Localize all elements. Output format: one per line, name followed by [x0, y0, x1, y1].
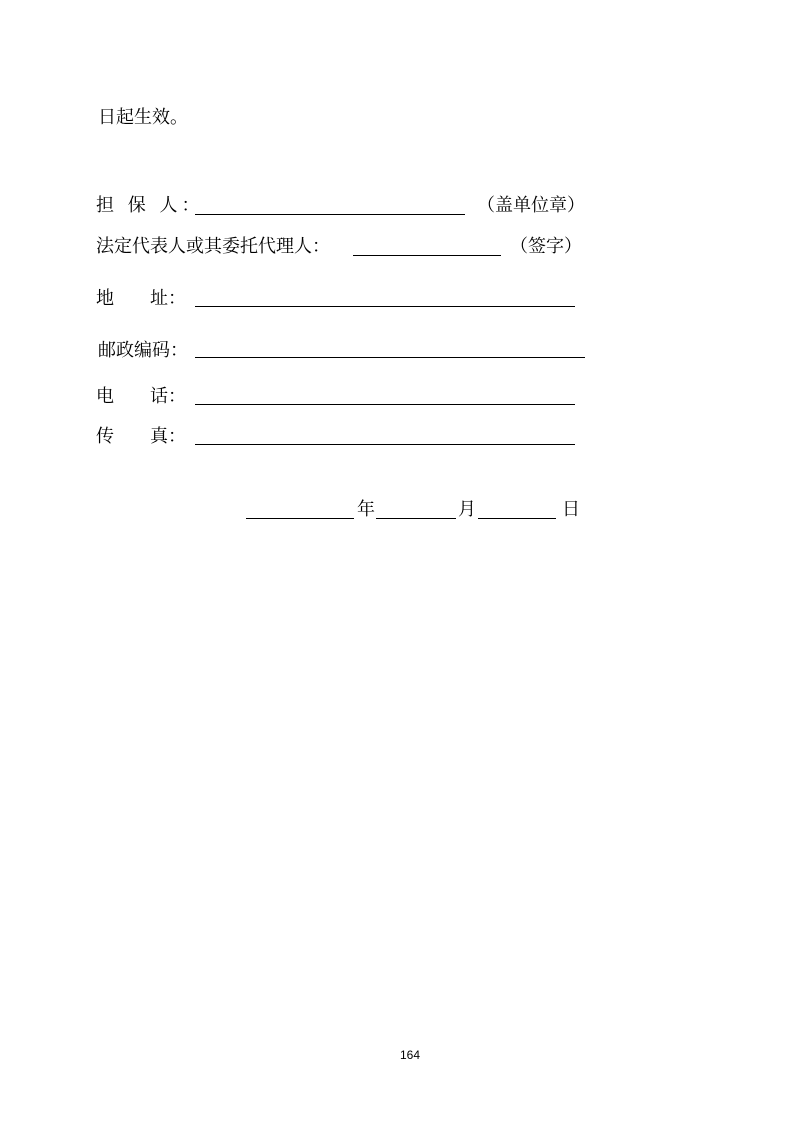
address-label: 地 址： [96, 288, 186, 309]
phone-label: 电 话： [96, 386, 186, 407]
day-label: 日 [562, 499, 580, 520]
postal-code-label: 邮政编码： [98, 340, 188, 361]
representative-line[interactable] [353, 255, 501, 256]
fax-label: 传 真： [96, 426, 186, 447]
representative-sign-note: （签字） [510, 236, 582, 257]
representative-label: 法定代表人或其委托代理人： [96, 236, 330, 257]
month-label: 月 [458, 499, 476, 520]
day-line[interactable] [478, 518, 556, 519]
month-line[interactable] [376, 518, 456, 519]
intro-text: 日起生效。 [98, 107, 188, 128]
year-label: 年 [357, 499, 375, 520]
address-line[interactable] [195, 306, 575, 307]
phone-line[interactable] [195, 404, 575, 405]
guarantor-seal-note: （盖单位章） [477, 195, 585, 216]
postal-code-line[interactable] [195, 357, 585, 358]
fax-line[interactable] [195, 444, 575, 445]
page-number: 164 [400, 1048, 421, 1062]
year-line[interactable] [246, 518, 354, 519]
guarantor-label: 担 保 人： [96, 195, 204, 216]
guarantor-line[interactable] [195, 214, 465, 215]
